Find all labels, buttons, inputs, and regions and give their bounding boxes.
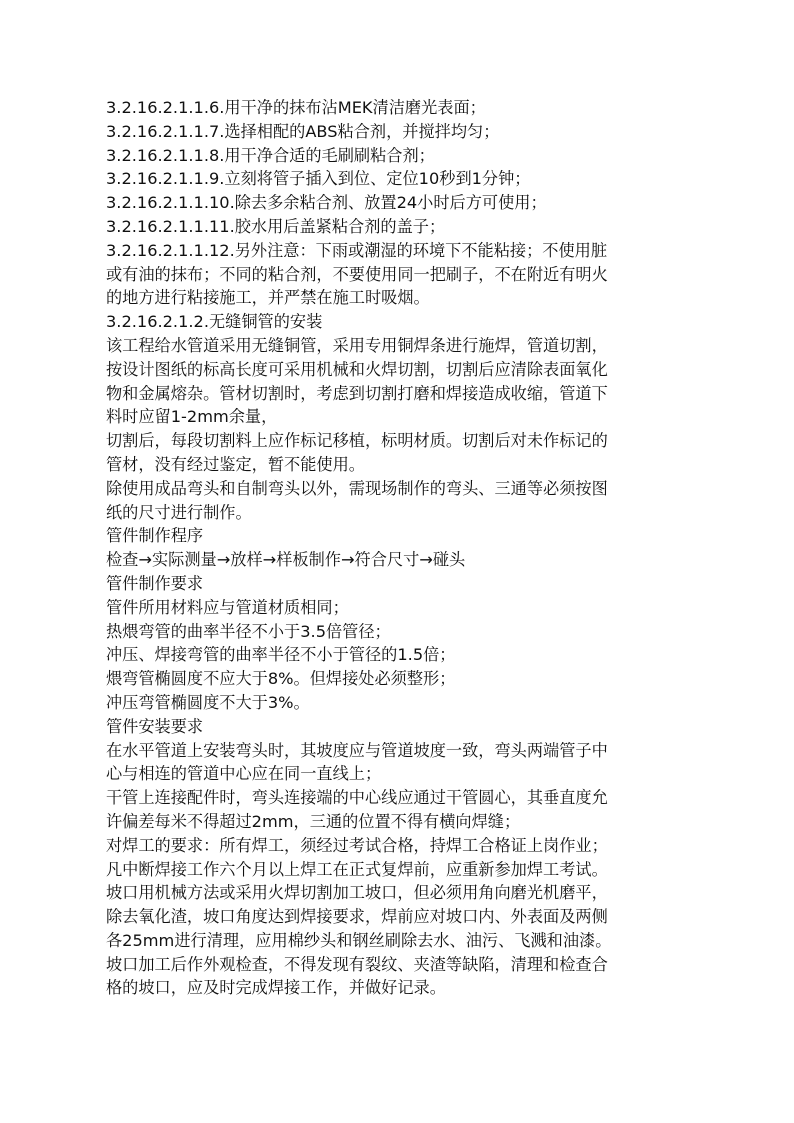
text-line-29: 心与相连的管道中心应在同一直线上； [106,764,382,784]
text-line-13: 物和金属熔杂。管材切割时，考虑到切割打磨和焊接造成收缩，管道下 [106,383,608,403]
text-line-26: 冲压弯管椭圆度不大于3%。 [106,692,310,712]
text-line-1: 3.2.16.2.1.1.6.用干净的抹布沾MEK清洁磨光表面； [106,98,486,117]
text-line-4: 3.2.16.2.1.1.9.立刻将管子插入到位、定位10秒到1分钟； [106,169,531,189]
heading-fitting-procedure: 管件制作程序 [106,526,204,546]
text-line-12: 按设计图纸的标高长度可采用机械和火焊切割，切割后应清除表面氧化 [106,359,608,379]
text-line-8: 或有油的抹布；不同的粘合剂，不要使用同一把刷子，不在附近有明火 [106,264,608,284]
text-line-34: 坡口用机械方法或采用火焊切割加工坡口，但必须用角向磨光机磨平， [106,883,608,903]
text-line-38: 格的坡口，应及时完成焊接工作，并做好记录。 [106,978,446,998]
text-line-25: 煨弯管椭圆度不应大于8%。但焊接处必须整形； [106,669,456,689]
document-body [106,96,691,1000]
text-line-22: 管件所用材料应与管道材质相同； [106,597,349,617]
text-line-6: 3.2.16.2.1.1.11.胶水用后盖紧粘合剂的盖子； [106,216,446,236]
text-line-2: 3.2.16.2.1.1.7.选择相配的ABS粘合剂，并搅拌均匀； [106,121,500,141]
text-line-17: 除使用成品弯头和自制弯头以外，需现场制作的弯头、三通等必须按图 [106,478,608,498]
text-line-5: 3.2.16.2.1.1.10.除去多余粘合剂、放置24小时后方可使用； [106,193,547,213]
text-line-28: 在水平管道上安装弯头时，其坡度应与管道坡度一致，弯头两端管子中 [106,740,608,760]
text-line-15: 切割后，每段切割料上应作标记移植，标明材质。切割后对未作标记的 [106,431,608,451]
text-line-11: 该工程给水管道采用无缝铜管，采用专用铜焊条进行施焊，管道切割， [106,335,608,355]
text-line-20: 检查→实际测量→放样→样板制作→符合尺寸→碰头 [106,550,466,570]
section-heading-seamless-copper-pipe: 3.2.16.2.1.2.无缝铜管的安装 [106,312,323,332]
text-line-36: 各25mm进行清理，应用棉纱头和钢丝刷除去水、油污、飞溅和油漆。 [106,930,612,950]
heading-fitting-requirements: 管件制作要求 [106,573,204,593]
heading-installation-requirements: 管件安装要求 [106,716,204,736]
text-line-24: 冲压、焊接弯管的曲率半径不小于管径的1.5倍； [106,645,456,665]
text-line-16: 管材，没有经过鉴定，暂不能使用。 [106,454,365,474]
text-line-7: 3.2.16.2.1.1.12.另外注意：下雨或潮湿的环境下不能粘接；不使用脏 [106,240,608,260]
text-line-23: 热煨弯管的曲率半径不小于3.5倍管径； [106,621,391,641]
text-line-18: 纸的尺寸进行制作。 [106,502,252,522]
text-line-30: 干管上连接配件时，弯头连接端的中心线应通过干管圆心，其垂直度允 [106,788,608,808]
text-line-14: 料时应留1-2mm余量， [106,407,278,427]
text-line-33: 凡中断焊接工作六个月以上焊工在正式复焊前，应重新参加焊工考试。 [106,859,608,879]
text-line-31: 许偏差每米不得超过2mm，三通的位置不得有横向焊缝； [106,811,521,831]
text-line-32: 对焊工的要求：所有焊工，须经过考试合格，持焊工合格证上岗作业； [106,835,608,855]
text-line-37: 坡口加工后作外观检查，不得发现有裂纹、夹渣等缺陷，清理和检查合 [106,954,608,974]
text-line-35: 除去氧化渣，坡口角度达到焊接要求，焊前应对坡口内、外表面及两侧 [106,907,608,927]
text-line-3: 3.2.16.2.1.1.8.用干净合适的毛刷刷粘合剂； [106,145,435,165]
text-line-9: 的地方进行粘接施工，并严禁在施工时吸烟。 [106,288,430,308]
